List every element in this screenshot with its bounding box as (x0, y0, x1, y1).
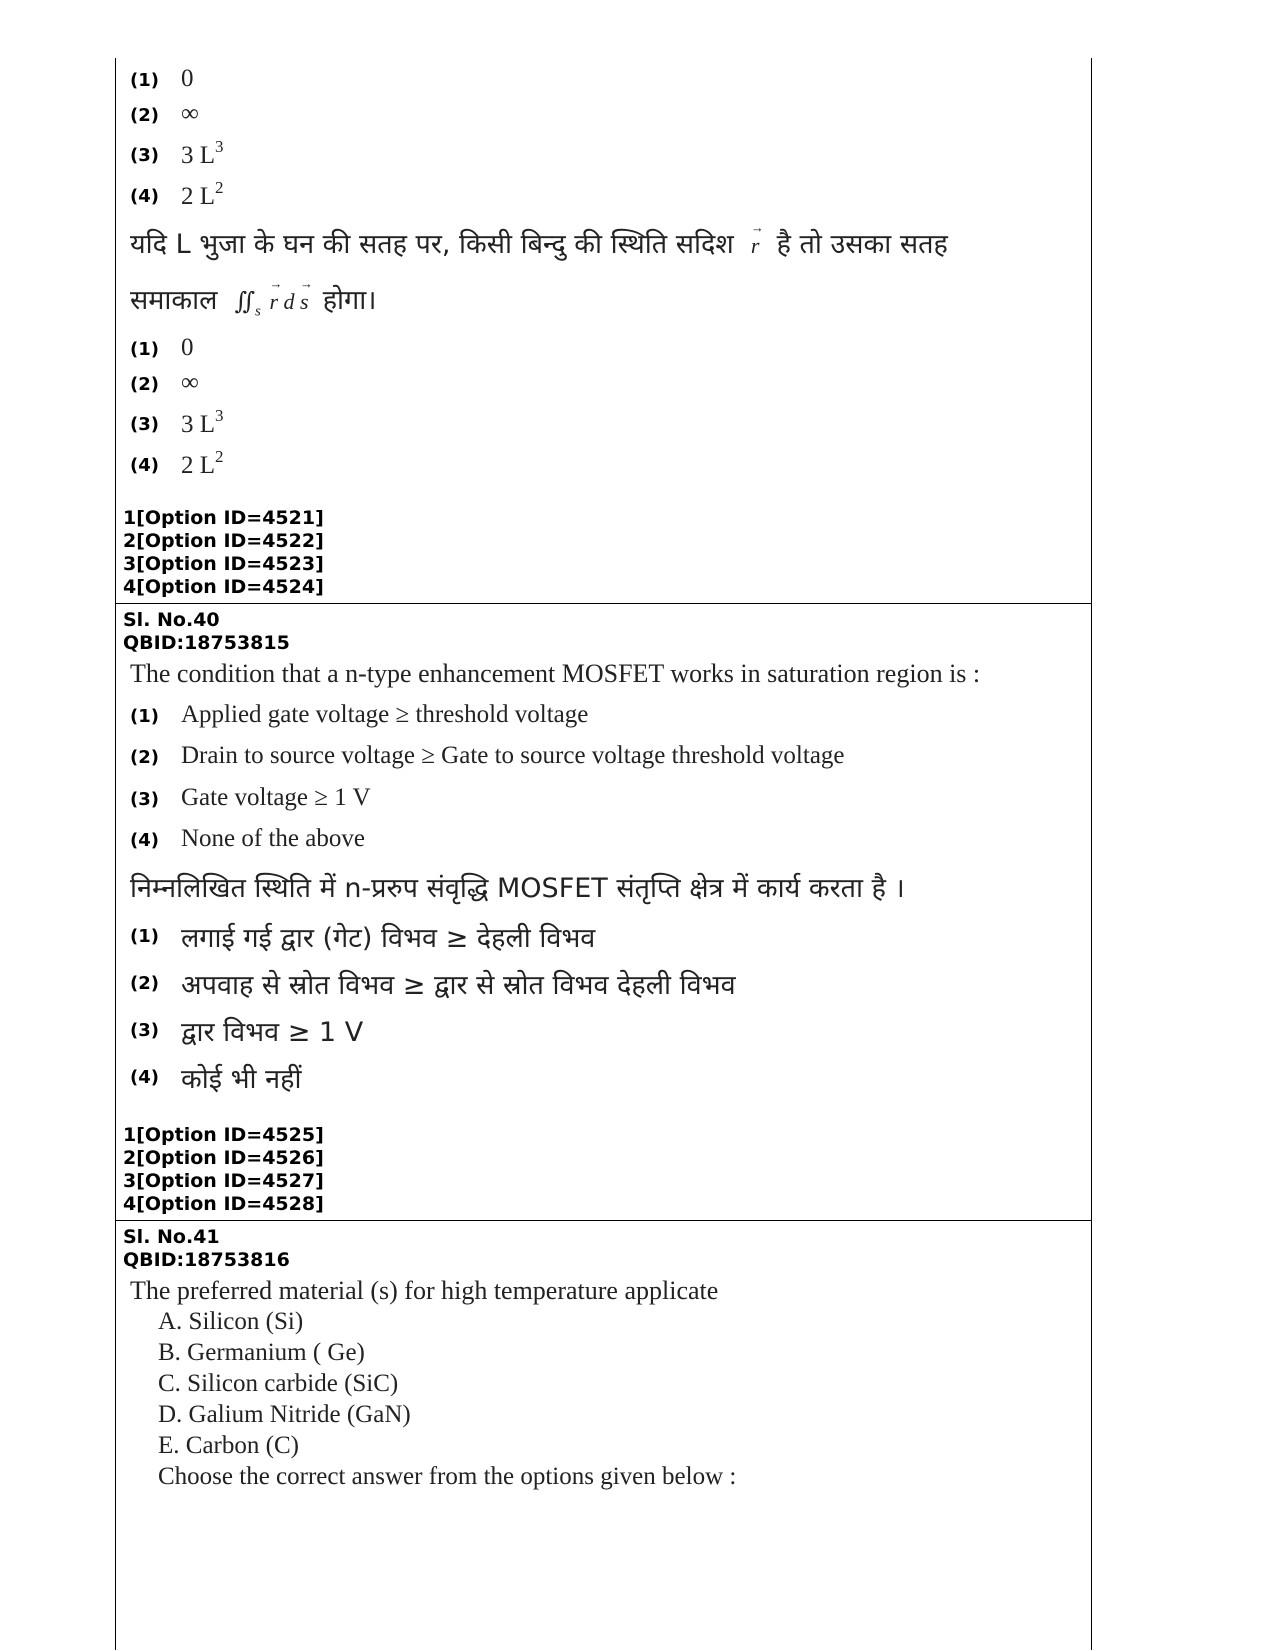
option-base: 3 L (181, 142, 216, 169)
option-id: 1[Option ID=4525] (123, 1124, 324, 1146)
option-number: (3) (130, 789, 159, 810)
option-text: 0 (181, 65, 194, 92)
question-hindi-text: है तो उसका सतह (776, 229, 948, 260)
option-text: ∞ (181, 369, 199, 396)
question-hindi-text: यदि L भुजा के घन की सतह पर, किसी बिन्दु की स्थिति सदिश (130, 229, 734, 260)
list-item: E. Carbon (C) (158, 1432, 299, 1459)
option-number: (3) (130, 1020, 159, 1041)
option-number: (4) (130, 186, 159, 207)
question-hindi-text: होगा। (322, 285, 377, 316)
option-text: अपवाह से स्रोत विभव ≥ द्वार से स्रोत विभव देहली विभव (181, 970, 736, 1001)
question-english: The condition that a n-type enhancement MOSFET works in saturation region is : (130, 659, 981, 688)
option-id-list (123, 507, 324, 599)
question-english: The preferred material (s) for high temperature applicate (130, 1276, 719, 1305)
instruction-text: Choose the correct answer from the options given below : (158, 1463, 737, 1490)
question-hindi: निम्नलिखित स्थिति में n-प्ररुप संवृद्धि MOSFET संतृप्ति क्षेत्र में कार्य करता है । (130, 873, 905, 904)
question-table (115, 58, 1092, 1650)
question-header (123, 609, 290, 655)
option-id: 3[Option ID=4527] (123, 1170, 324, 1192)
option-id: 4[Option ID=4528] (123, 1193, 324, 1215)
integral-subscript: s (255, 303, 261, 320)
double-integral-symbol: ∬ (234, 287, 256, 315)
option-text (181, 178, 224, 211)
option-id: 1[Option ID=4521] (123, 507, 324, 529)
option-id: 4[Option ID=4524] (123, 576, 324, 598)
option-exponent: 3 (215, 137, 224, 156)
option-number: (3) (130, 414, 159, 435)
list-item: D. Galium Nitride (GaN) (158, 1401, 411, 1428)
option-id: 2[Option ID=4526] (123, 1147, 324, 1169)
vector-s: s → (300, 289, 309, 315)
option-base: 2 L (181, 452, 216, 479)
option-number: (3) (130, 145, 159, 166)
option-id: 3[Option ID=4523] (123, 553, 324, 575)
option-number: (1) (130, 706, 159, 727)
question-41-block (116, 1221, 1091, 1650)
option-base: 2 L (181, 183, 216, 210)
option-number: (2) (130, 105, 159, 126)
option-number: (2) (130, 973, 159, 994)
option-text: Drain to source voltage ≥ Gate to source voltage threshold voltage (181, 742, 845, 769)
option-number: (4) (130, 1067, 159, 1088)
option-text (181, 137, 224, 170)
vector-r: r → (751, 233, 760, 259)
vector-r: r → (269, 289, 278, 315)
question-hindi-line-1 (130, 224, 948, 261)
question-header (123, 1226, 290, 1272)
option-text: Gate voltage ≥ 1 V (181, 784, 371, 811)
option-base: 3 L (181, 411, 216, 438)
option-text (181, 447, 224, 480)
option-text (181, 406, 224, 439)
option-id-list (123, 1124, 324, 1216)
option-number: (1) (130, 339, 159, 360)
option-number: (2) (130, 374, 159, 395)
differential-d: d (283, 289, 295, 314)
option-text: कोई भी नहीं (181, 1064, 302, 1095)
option-number: (4) (130, 455, 159, 476)
qbid: QBID:18753815 (123, 632, 290, 654)
question-hindi-text: समाकाल (130, 285, 218, 316)
option-text: ∞ (181, 100, 199, 127)
qbid: QBID:18753816 (123, 1249, 290, 1271)
option-text: None of the above (181, 825, 365, 852)
option-text: द्वार विभव ≥ 1 V (181, 1017, 364, 1048)
serial-number: Sl. No.40 (123, 609, 220, 631)
option-text: 0 (181, 334, 194, 361)
question-39-block (116, 58, 1091, 603)
option-exponent: 2 (215, 178, 224, 197)
option-exponent: 2 (215, 447, 224, 466)
option-id: 2[Option ID=4522] (123, 530, 324, 552)
option-exponent: 3 (215, 406, 224, 425)
option-number: (2) (130, 747, 159, 768)
option-number: (1) (130, 70, 159, 91)
option-number: (1) (130, 926, 159, 947)
list-item: B. Germanium ( Ge) (158, 1339, 365, 1366)
list-item: C. Silicon carbide (SiC) (158, 1370, 399, 1397)
question-40-block (116, 604, 1091, 1220)
serial-number: Sl. No.41 (123, 1226, 220, 1248)
option-text: लगाई गई द्वार (गेट) विभव ≥ देहली विभव (181, 923, 596, 954)
option-number: (4) (130, 830, 159, 851)
list-item: A. Silicon (Si) (158, 1308, 304, 1335)
option-text: Applied gate voltage ≥ threshold voltage (181, 701, 589, 728)
question-hindi-line-2 (130, 280, 376, 320)
